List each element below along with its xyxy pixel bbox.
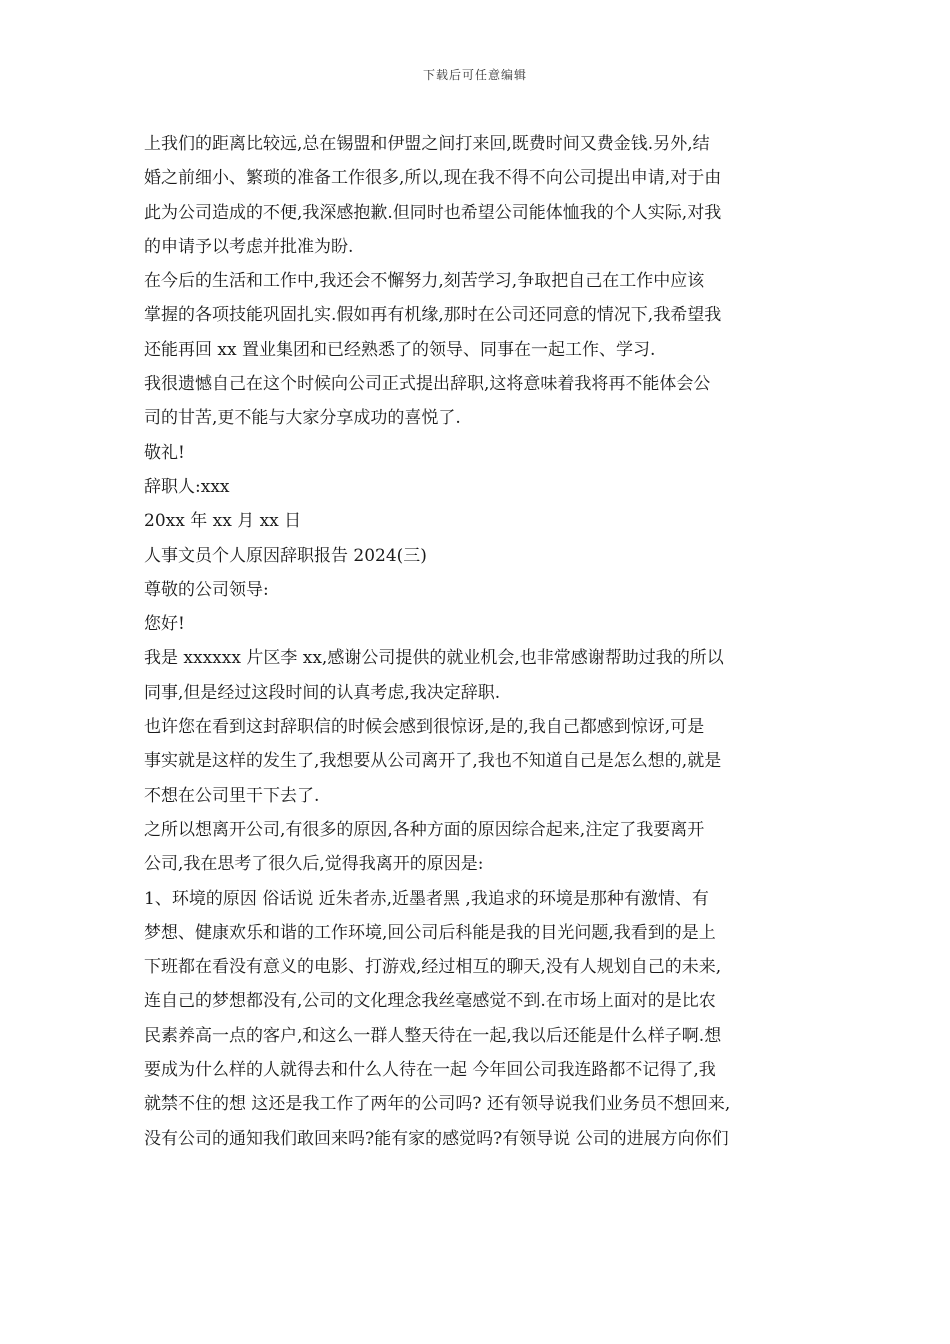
- text-line: 就禁不住的想 这还是我工作了两年的公司吗? 还有领导说我们业务员不想回来,: [144, 1094, 731, 1115]
- text-line: 公司,我在思考了很久后,觉得我离开的原因是:: [144, 854, 484, 875]
- text-line: 婚之前细小、繁琐的准备工作很多,所以,现在我不得不向公司提出申请,对于由: [144, 168, 722, 189]
- signature-name: 辞职人:xxx: [144, 476, 230, 497]
- text-line: 之所以想离开公司,有很多的原因,各种方面的原因综合起来,注定了我要离开: [144, 819, 705, 840]
- text-line: 梦想、健康欢乐和谐的工作环境,回公司后科能是我的目光问题,我看到的是上: [144, 922, 716, 943]
- text-line: 要成为什么样的人就得去和什么人待在一起 今年回公司我连路都不记得了,我: [144, 1060, 716, 1081]
- section-title: 人事文员个人原因辞职报告 2024(三): [144, 545, 427, 566]
- text-line: 下班都在看没有意义的电影、打游戏,经过相互的聊天,没有人规划自己的未来,: [144, 957, 722, 978]
- letter-addressee: 尊敬的公司领导:: [144, 579, 269, 600]
- text-line: 此为公司造成的不便,我深感抱歉.但同时也希望公司能体恤我的个人实际,对我: [144, 202, 722, 223]
- text-line: 事实就是这样的发生了,我想要从公司离开了,我也不知道自己是怎么想的,就是: [144, 751, 722, 772]
- letter-greeting: 您好!: [144, 614, 185, 635]
- text-line: 的申请予以考虑并批准为盼.: [144, 236, 354, 257]
- text-line: 我很遗憾自己在这个时候向公司正式提出辞职,这将意味着我将再不能体会公: [144, 374, 711, 395]
- text-line: 不想在公司里干下去了.: [144, 785, 320, 806]
- document-body: [144, 127, 812, 1156]
- text-line: 还能再回 xx 置业集团和已经熟悉了的领导、同事在一起工作、学习.: [144, 339, 656, 360]
- text-line: 也许您在看到这封辞职信的时候会感到很惊讶,是的,我自己都感到惊讶,可是: [144, 717, 705, 738]
- page-header: 下载后可任意编辑: [422, 68, 527, 82]
- text-line: 民素养高一点的客户,和这么一群人整天待在一起,我以后还能是什么样子啊.想: [144, 1025, 722, 1046]
- text-line: 没有公司的通知我们敢回来吗?能有家的感觉吗?有领导说 公司的进展方向你们: [144, 1128, 729, 1149]
- closing-salutation: 敬礼!: [144, 442, 185, 463]
- text-line: 在今后的生活和工作中,我还会不懈努力,刻苦学习,争取把自己在工作中应该: [144, 271, 705, 292]
- text-line: 同事,但是经过这段时间的认真考虑,我决定辞职.: [144, 682, 501, 703]
- text-line: 司的甘苦,更不能与大家分享成功的喜悦了.: [144, 408, 461, 429]
- text-line: 1、环境的原因 俗话说 近朱者赤,近墨者黑 ,我追求的环境是那种有激情、有: [144, 888, 709, 909]
- text-line: 上我们的距离比较远,总在锡盟和伊盟之间打来回,既费时间又费金钱.另外,结: [144, 134, 710, 154]
- text-line: 连自己的梦想都没有,公司的文化理念我丝毫感觉不到.在市场上面对的是比农: [144, 991, 716, 1012]
- text-line: 我是 xxxxxx 片区李 xx,感谢公司提供的就业机会,也非常感谢帮助过我的所以: [144, 648, 724, 669]
- signature-date: 20xx 年 xx 月 xx 日: [144, 511, 302, 532]
- text-line: 掌握的各项技能巩固扎实.假如再有机缘,那时在公司还同意的情况下,我希望我: [144, 305, 722, 326]
